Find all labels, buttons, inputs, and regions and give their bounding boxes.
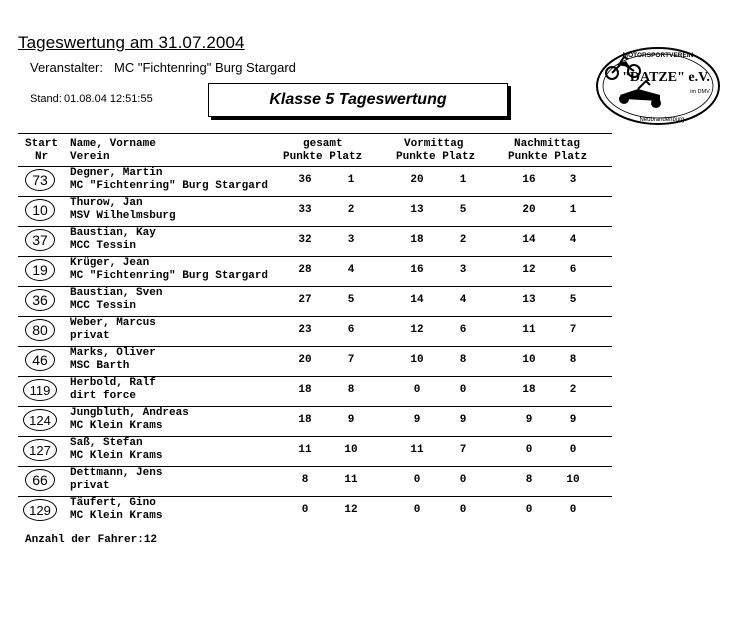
start-number-badge: 37 (25, 229, 55, 251)
logo-top-text: MOTORSPORTVEREIN (622, 52, 694, 59)
rider-cell (70, 497, 162, 523)
gesamt-points: 36 (298, 174, 312, 186)
nachmittag-points: 18 (522, 384, 536, 396)
nachmittag-points: 11 (522, 324, 536, 336)
nachmittag-points: 9 (525, 414, 533, 426)
rider-name: Krüger, Jean (70, 257, 150, 269)
nachmittag-place: 0 (569, 444, 577, 456)
rider-club: MC Klein Krams (70, 450, 163, 462)
start-number-badge: 73 (25, 169, 55, 191)
rider-cell (70, 197, 176, 223)
vormittag-place: 1 (459, 174, 467, 186)
vormittag-points: 14 (410, 294, 424, 306)
club-logo (594, 45, 722, 127)
rider-cell (70, 467, 162, 493)
rider-club: MC "Fichtenring" Burg Stargard (70, 180, 269, 192)
table-row (18, 496, 612, 526)
rider-cell (70, 407, 189, 433)
rider-count-value: 12 (143, 534, 158, 546)
nachmittag-points: 12 (522, 264, 536, 276)
rider-club: privat (70, 480, 110, 492)
gesamt-place: 12 (344, 504, 358, 516)
header-divider (18, 133, 612, 134)
gesamt-points: 8 (301, 474, 309, 486)
rider-count-label: Anzahl der Fahrer: (25, 534, 144, 546)
rider-name: Täufert, Gino (70, 497, 156, 509)
rider-count (25, 534, 157, 546)
rider-cell (70, 257, 268, 283)
table-row (18, 196, 612, 226)
vormittag-place: 6 (459, 324, 467, 336)
rider-name: Degner, Martin (70, 167, 163, 179)
rider-club: dirt force (70, 390, 137, 402)
class-title-box (208, 83, 508, 117)
start-number-badge: 46 (25, 349, 55, 371)
nachmittag-place: 7 (569, 324, 577, 336)
start-number-badge: 127 (23, 439, 57, 461)
gesamt-points: 27 (298, 294, 312, 306)
gesamt-points: 11 (298, 444, 312, 456)
rider-cell (70, 287, 162, 313)
table-row (18, 376, 612, 406)
vormittag-points: 18 (410, 234, 424, 246)
column-vormittag-line1: Vormittag (404, 138, 464, 150)
page-title: Tageswertung am 31.07.2004 (18, 33, 245, 52)
nachmittag-place: 8 (569, 354, 577, 366)
vormittag-points: 11 (410, 444, 424, 456)
nachmittag-points: 0 (525, 504, 533, 516)
gesamt-points: 23 (298, 324, 312, 336)
nachmittag-place: 3 (569, 174, 577, 186)
vormittag-place: 0 (459, 504, 467, 516)
column-name-line1: Name, Vorname (70, 138, 156, 150)
rider-club: privat (70, 330, 110, 342)
nachmittag-points: 10 (522, 354, 536, 366)
table-row (18, 436, 612, 466)
rider-name: Weber, Marcus (70, 317, 156, 329)
gesamt-points: 33 (298, 204, 312, 216)
vormittag-points: 0 (413, 504, 421, 516)
table-row (18, 286, 612, 316)
stand-line (30, 93, 153, 105)
gesamt-points: 20 (298, 354, 312, 366)
gesamt-place: 6 (347, 324, 355, 336)
gesamt-place: 7 (347, 354, 355, 366)
rider-club: MC Klein Krams (70, 510, 163, 522)
vormittag-place: 2 (459, 234, 467, 246)
rider-club: MSC Barth (70, 360, 130, 372)
gesamt-points: 28 (298, 264, 312, 276)
vormittag-place: 4 (459, 294, 467, 306)
nachmittag-points: 20 (522, 204, 536, 216)
column-name (70, 138, 156, 164)
organizer-line (30, 60, 296, 75)
rider-name: Saß, Stefan (70, 437, 143, 449)
nachmittag-place: 10 (566, 474, 580, 486)
column-start-line1: Start (25, 138, 59, 150)
stand-value: 01.08.04 12:51:55 (64, 93, 153, 105)
stand-label: Stand: (30, 93, 62, 105)
gesamt-place: 3 (347, 234, 355, 246)
column-gesamt-line2: Punkte Platz (283, 151, 363, 163)
nachmittag-place: 1 (569, 204, 577, 216)
nachmittag-points: 8 (525, 474, 533, 486)
rider-cell (70, 347, 156, 373)
column-start-line2: Nr (35, 151, 49, 163)
rider-name: Thurow, Jan (70, 197, 143, 209)
rider-cell (70, 377, 156, 403)
column-nachmittag (508, 138, 587, 164)
gesamt-place: 1 (347, 174, 355, 186)
vormittag-place: 8 (459, 354, 467, 366)
gesamt-points: 0 (301, 504, 309, 516)
class-title: Klasse 5 Tageswertung (269, 91, 447, 108)
nachmittag-place: 6 (569, 264, 577, 276)
vormittag-place: 9 (459, 414, 467, 426)
nachmittag-place: 4 (569, 234, 577, 246)
start-number-badge: 119 (23, 379, 57, 401)
rider-club: MC Klein Krams (70, 420, 163, 432)
organizer-label: Veranstalter: (30, 60, 103, 75)
start-number-badge: 129 (23, 499, 57, 521)
table-row (18, 466, 612, 496)
rider-name: Dettmann, Jens (70, 467, 163, 479)
nachmittag-place: 0 (569, 504, 577, 516)
gesamt-place: 4 (347, 264, 355, 276)
column-gesamt (283, 138, 362, 164)
rider-name: Jungbluth, Andreas (70, 407, 189, 419)
nachmittag-points: 14 (522, 234, 536, 246)
start-number-badge: 66 (25, 469, 55, 491)
vormittag-points: 0 (413, 474, 421, 486)
column-vormittag-line2: Punkte Platz (396, 151, 476, 163)
gesamt-points: 18 (298, 414, 312, 426)
logo-side-text: im DMV (690, 89, 710, 95)
nachmittag-points: 0 (525, 444, 533, 456)
column-nachmittag-line1: Nachmittag (514, 138, 581, 150)
rider-cell (70, 317, 156, 343)
gesamt-points: 32 (298, 234, 312, 246)
start-number-badge: 124 (23, 409, 57, 431)
rider-cell (70, 437, 162, 463)
nachmittag-points: 13 (522, 294, 536, 306)
vormittag-points: 10 (410, 354, 424, 366)
vormittag-place: 0 (459, 384, 467, 396)
column-name-line2: Verein (70, 151, 110, 163)
gesamt-place: 8 (347, 384, 355, 396)
vormittag-points: 16 (410, 264, 424, 276)
vormittag-points: 12 (410, 324, 424, 336)
start-number-badge: 80 (25, 319, 55, 341)
rider-club: MC "Fichtenring" Burg Stargard (70, 270, 269, 282)
logo-name-text: "DATZE" e.V. (622, 70, 710, 85)
gesamt-place: 2 (347, 204, 355, 216)
rider-name: Baustian, Sven (70, 287, 163, 299)
table-row (18, 346, 612, 376)
gesamt-place: 10 (344, 444, 358, 456)
vormittag-points: 0 (413, 384, 421, 396)
logo-bottom-text: Neubrandenburg (639, 117, 685, 123)
gesamt-place: 11 (344, 474, 358, 486)
rider-cell (70, 227, 156, 253)
vormittag-points: 9 (413, 414, 421, 426)
column-nachmittag-line2: Punkte Platz (508, 151, 588, 163)
nachmittag-place: 9 (569, 414, 577, 426)
gesamt-points: 18 (298, 384, 312, 396)
rider-club: MCC Tessin (70, 300, 137, 312)
rider-name: Herbold, Ralf (70, 377, 156, 389)
start-number-badge: 19 (25, 259, 55, 281)
vormittag-place: 5 (459, 204, 467, 216)
vormittag-points: 20 (410, 174, 424, 186)
start-number-badge: 10 (25, 199, 55, 221)
column-vormittag (396, 138, 475, 164)
table-row (18, 226, 612, 256)
vormittag-place: 7 (459, 444, 467, 456)
nachmittag-place: 2 (569, 384, 577, 396)
column-gesamt-line1: gesamt (303, 138, 343, 150)
vormittag-points: 13 (410, 204, 424, 216)
table-row (18, 406, 612, 436)
gesamt-place: 5 (347, 294, 355, 306)
gesamt-place: 9 (347, 414, 355, 426)
rider-club: MSV Wilhelmsburg (70, 210, 176, 222)
column-start (25, 138, 58, 164)
nachmittag-place: 5 (569, 294, 577, 306)
vormittag-place: 0 (459, 474, 467, 486)
rider-cell (70, 167, 268, 193)
start-number-badge: 36 (25, 289, 55, 311)
table-row (18, 166, 612, 196)
table-row (18, 316, 612, 346)
rider-club: MCC Tessin (70, 240, 137, 252)
table-row (18, 256, 612, 286)
vormittag-place: 3 (459, 264, 467, 276)
rider-name: Baustian, Kay (70, 227, 156, 239)
rider-name: Marks, Oliver (70, 347, 156, 359)
organizer-value: MC "Fichtenring" Burg Stargard (114, 60, 296, 75)
nachmittag-points: 16 (522, 174, 536, 186)
